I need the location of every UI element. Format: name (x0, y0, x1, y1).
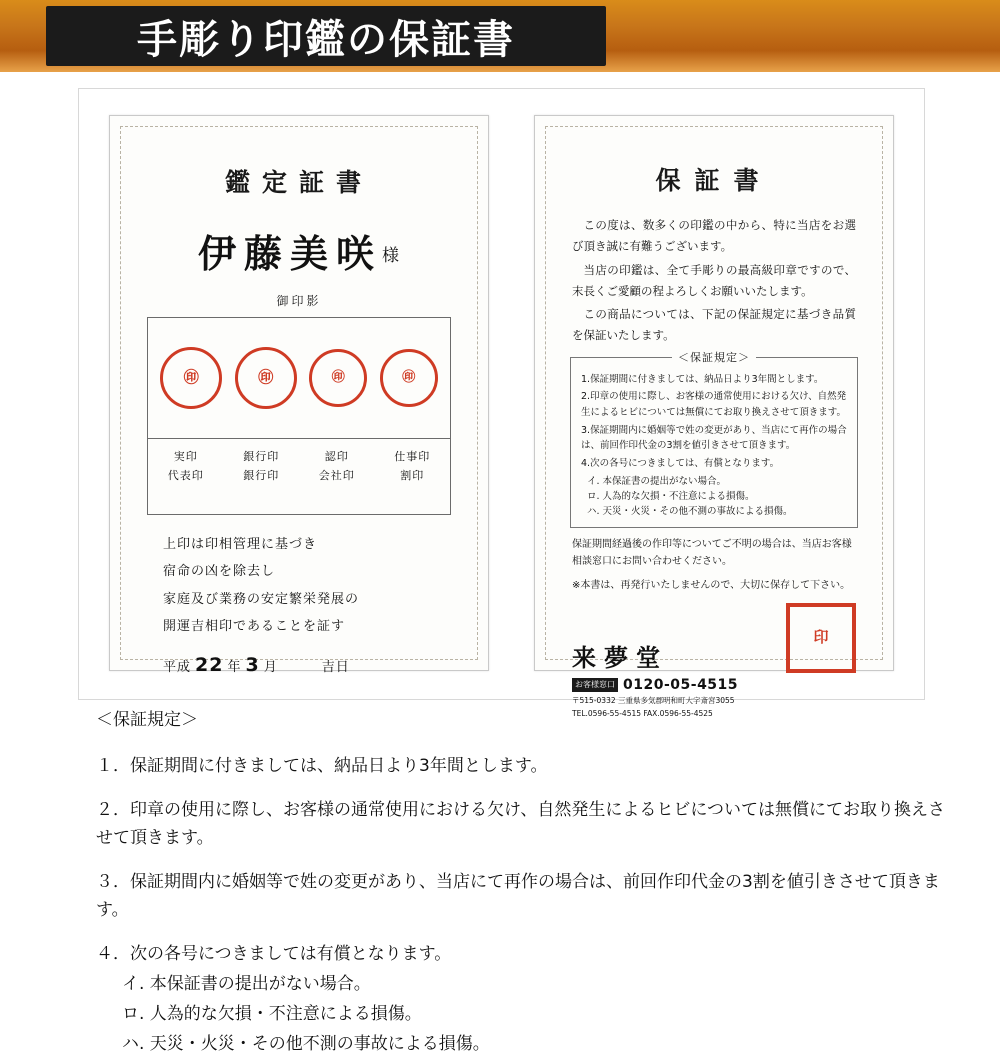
warranty-note-secondary: ※本書は、再発行いたしませんので、大切に保存して下さい。 (572, 580, 851, 592)
page-banner (0, 0, 1000, 72)
shop-contact-line: TEL.0596-55-4515 FAX.0596-55-4525 (572, 709, 713, 719)
seal-label-top: 認印 (324, 450, 349, 463)
contact-row (572, 677, 856, 693)
seal-label-group (319, 448, 355, 485)
terms-item: ４．次の各号につきましては有償となります。 (96, 944, 452, 965)
seal-label-bottom: 代表印 (167, 468, 204, 482)
appraisal-body-line: 宿命の凶を除去し (163, 564, 276, 580)
warranty-rules-heading: ＜保証規定＞ (672, 349, 756, 365)
warranty-intro (572, 215, 856, 347)
seal-label-bottom: 割印 (400, 468, 425, 482)
terms-sub-item: ロ. 人為的な欠損・不注意による損傷。 (122, 1004, 422, 1025)
seal-label-top: 仕事印 (394, 450, 431, 463)
terms-item: ３．保証期間内に婚姻等で姓の変更があり、当店にて再作の場合は、前回作印代金の3割を値引きさせて頂きます。 (96, 872, 940, 921)
seal-impression-icon: ㊞ (235, 347, 297, 409)
seal-label-group (168, 448, 204, 485)
warranty-rule-item: 1.保証期間に付きましては、納品日より3年間とします。 (581, 373, 824, 385)
terms-sub-item: イ. 本保証書の提出がない場合。 (122, 974, 371, 995)
terms-item: １．保証期間に付きましては、納品日より3年間とします。 (96, 756, 548, 777)
appraisal-body (163, 531, 439, 640)
date-month: 3 (245, 654, 260, 677)
warranty-certificate-inner (545, 126, 883, 719)
seal-impression-icon: ㊞ (309, 349, 367, 407)
appraisal-body-line: 家庭及び業務の安定繁栄発展の (163, 591, 360, 607)
shop-address-line: 〒515-0332 三重県多気郡明和町大字斎宮3055 (572, 696, 735, 706)
date-era: 平成 (163, 660, 192, 676)
appraisal-certificate-inner (120, 126, 478, 677)
warranty-intro-paragraph: この商品については、下記の保証規定に基づき品質を保証いたします。 (572, 307, 856, 343)
warranty-rule-item: 4.次の各号につきましては、有償となります。 (581, 457, 780, 469)
appraisal-body-line: 開運吉相印であることを証す (163, 618, 346, 634)
customer-honorific: 様 (382, 246, 400, 266)
date-day: 吉日 (321, 660, 350, 676)
shop-row (572, 603, 856, 673)
seal-box-divider (148, 438, 450, 439)
page-title: 手彫り印鑑の保証書 (137, 16, 515, 63)
customer-name-row (133, 223, 465, 278)
warranty-rule-sub: ハ. 天災・火災・その他不測の事故による損傷。 (587, 506, 793, 517)
terms-item: ２．印章の使用に際し、お客様の通常使用における欠け、自然発生によるヒビについては無償にてお取り換えさせて頂きます。 (96, 800, 945, 849)
seal-label-row (148, 440, 450, 512)
date-year: 22 (195, 654, 224, 677)
seal-label-bottom: 会社印 (318, 468, 355, 482)
warranty-certificate (534, 115, 894, 719)
shop-seal-icon: 印 (786, 603, 856, 673)
warranty-rule-item: 2.印章の使用に際し、お客様の通常使用における欠け、自然発生によるヒビについては無償にてお取り換えさせて頂きます。 (581, 391, 847, 418)
appraisal-certificate (109, 115, 489, 677)
certificates-photo (78, 88, 925, 719)
terms-heading: ＜保証規定＞ (96, 710, 198, 730)
warranty-rules-list (581, 372, 847, 472)
warranty-note: 保証期間経過後の作印等についてご不明の場合は、当店お客様相談窓口にお問い合わせください。 (572, 539, 852, 568)
appraisal-body-line: 上印は印相管理に基づき (163, 537, 318, 552)
seal-impression-row (148, 318, 450, 438)
warranty-terms-section (96, 706, 946, 1060)
warranty-title: 保証書 (655, 166, 773, 195)
banner-title-plate (46, 6, 606, 66)
customer-name: 伊藤美咲 (197, 232, 382, 276)
warranty-intro-paragraph: 当店の印鑑は、全て手彫りの最高級印章ですので、末長くご愛顧の程よろしくお願いいたします。 (572, 262, 856, 298)
appraisal-date (163, 654, 445, 676)
customer-window-badge: お客様窓口 (572, 678, 618, 692)
warranty-rule-sub: ロ. 人為的な欠損・不注意による損傷。 (587, 490, 755, 502)
warranty-rules-box (570, 350, 858, 529)
shop-name: 来夢堂 (572, 644, 668, 673)
seal-label-bottom: 銀行印 (243, 468, 280, 482)
warranty-rule-item: 3.保証期間内に婚姻等で姓の変更があり、当店にて再作の場合は、前回作印代金の3割を値引きさせて頂きます。 (581, 424, 847, 452)
terms-sub-item: ハ. 天災・火災・その他不測の事故による損傷。 (122, 1034, 490, 1055)
seal-impression-box (147, 317, 451, 515)
seal-impression-label: 御印影 (276, 294, 322, 308)
seal-impression-icon: ㊞ (160, 347, 222, 409)
appraisal-title: 鑑定証書 (224, 168, 373, 197)
warranty-rule-sub: イ. 本保証書の提出がない場合。 (587, 475, 727, 487)
seal-impression-icon: ㊞ (380, 349, 438, 407)
seal-label-top: 銀行印 (243, 450, 280, 463)
warranty-intro-paragraph: この度は、数多くの印鑑の中から、特に当店をお選び頂き誠に有難うございます。 (572, 218, 856, 254)
seal-label-group (243, 448, 279, 485)
phone-number: 0120-05-4515 (623, 677, 739, 694)
seal-label-group (394, 448, 430, 485)
date-month-unit: 月 (263, 660, 278, 676)
date-year-unit: 年 (227, 660, 242, 676)
seal-label-top: 実印 (173, 450, 198, 463)
